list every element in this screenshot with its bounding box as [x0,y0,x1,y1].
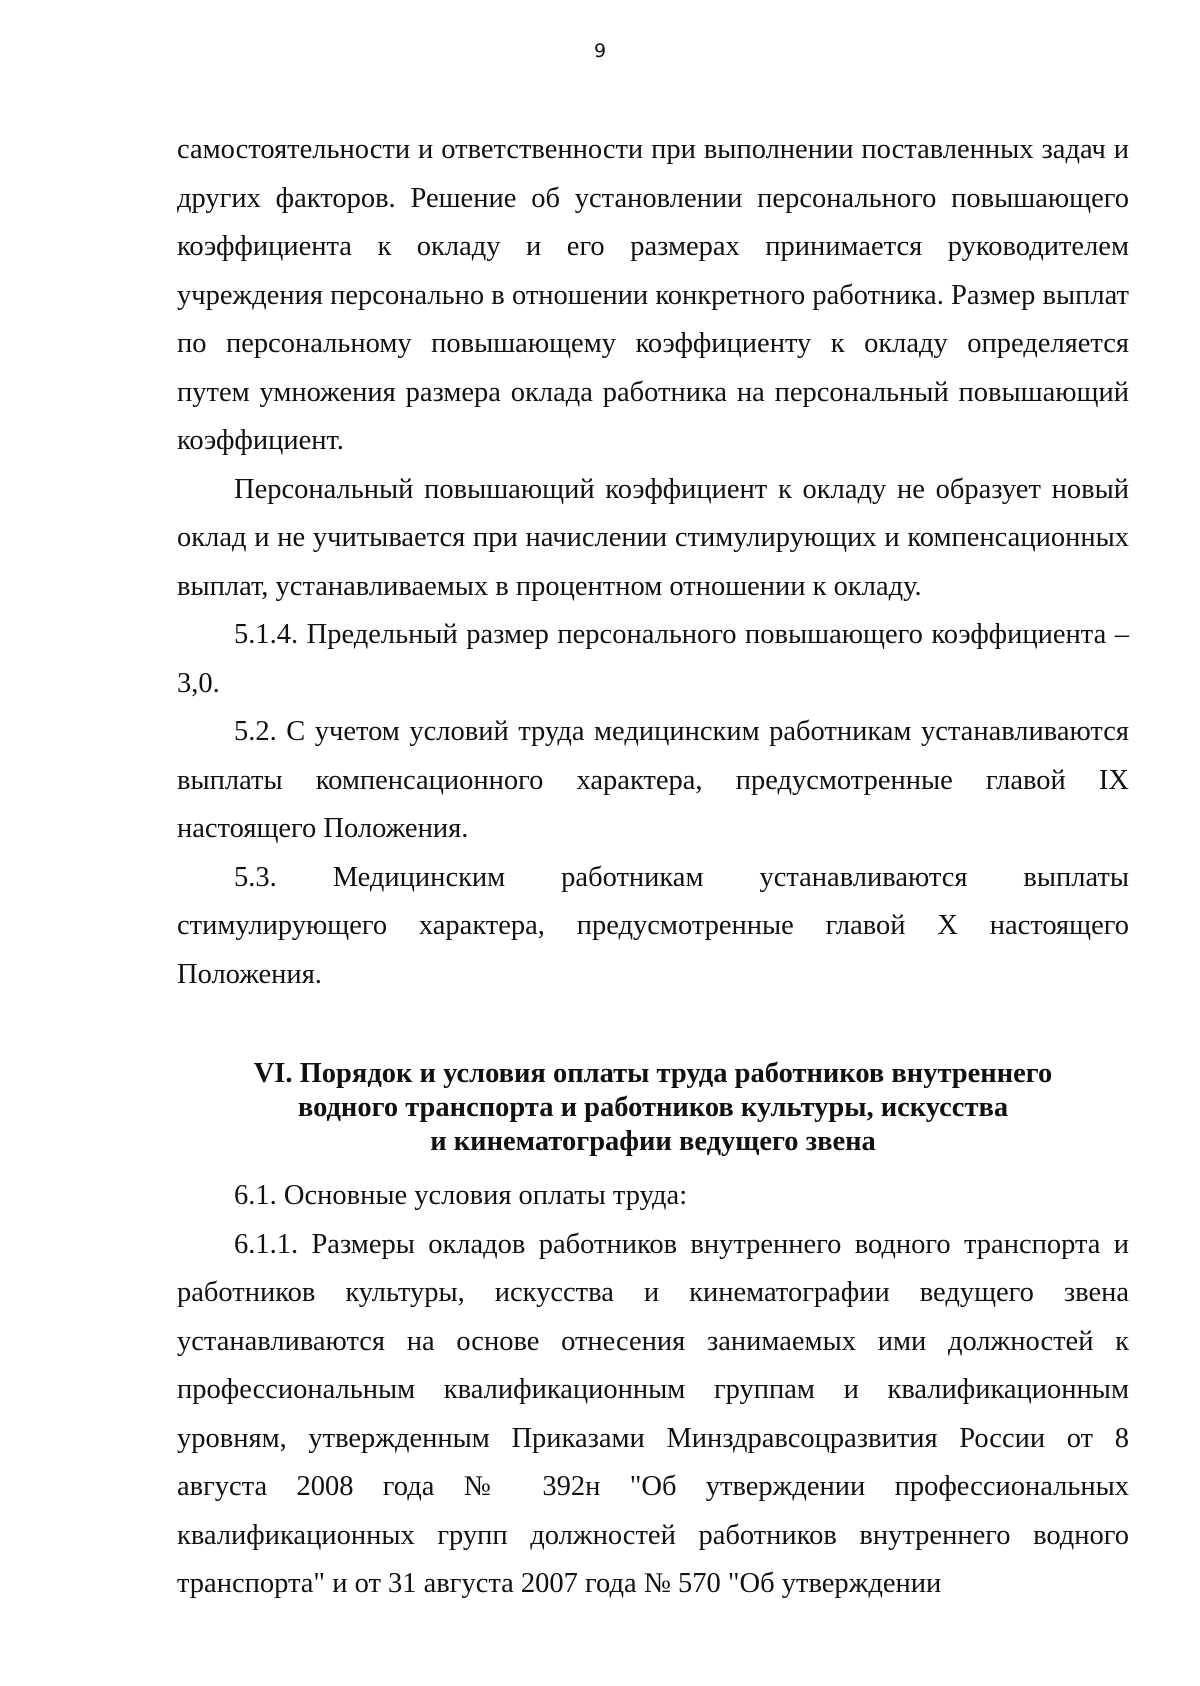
body-text-bottom [177,1172,1129,1609]
paragraph: самостоятельности и ответственности при выполнении поставленных задач и других факторов. Решение об установлении персонального повышающего коэффициента к окладу и его размерах принимается руководителем учреждения персонально в отношении конкретного работника. Размер выплат по персональному повышающему коэффициенту к окладу определяется путем умножения размера оклада работника на персональный повышающий коэффициент. [177,134,1129,456]
paragraph: 6.1.1. Размеры окладов работников внутреннего водного транспорта и работников культуры, искусства и кинематографии ведущего звена устанавливаются на основе отнесения занимаемых ими должностей к профессиональным квалификационным группам и квалификационным уровням, утвержденным Приказами Минздравсоцразвития России от 8 августа 2008 года № 392н "Об утверждении профессиональных квалификационных групп должностей работников внутреннего водного транспорта" и от 31 августа 2007 года № 570 "Об утверждении [177,1228,1129,1599]
body-text-top [177,126,1129,999]
paragraph: 5.3. Медицинским работникам устанавливаются выплаты стимулирующего характера, предусмотренные главой X настоящего Положения. [177,861,1129,990]
paragraph: 5.1.4. Предельный размер персонального повышающего коэффициента – 3,0. [177,619,1129,699]
section-heading-line: водного транспорта и работников культуры, искусства [297,1092,1009,1123]
section-heading [177,1057,1129,1159]
section-heading-line: VI. Порядок и условия оплаты труда работников внутреннего [253,1058,1053,1089]
paragraph: 5.2. С учетом условий труда медицинским работникам устанавливаются выплаты компенсационного характера, предусмотренные главой IX настоящего Положения. [177,716,1129,844]
paragraph: 6.1. Основные условия оплаты труда: [234,1180,688,1211]
paragraph: Персональный повышающий коэффициент к окладу не образует новый оклад и не учитывается при начислении стимулирующих и компенсационных выплат, устанавливаемых в процентном отношении к окладу. [177,473,1129,602]
section-heading-line: и кинематографии ведущего звена [430,1126,876,1157]
page-number: 9 [593,40,607,62]
